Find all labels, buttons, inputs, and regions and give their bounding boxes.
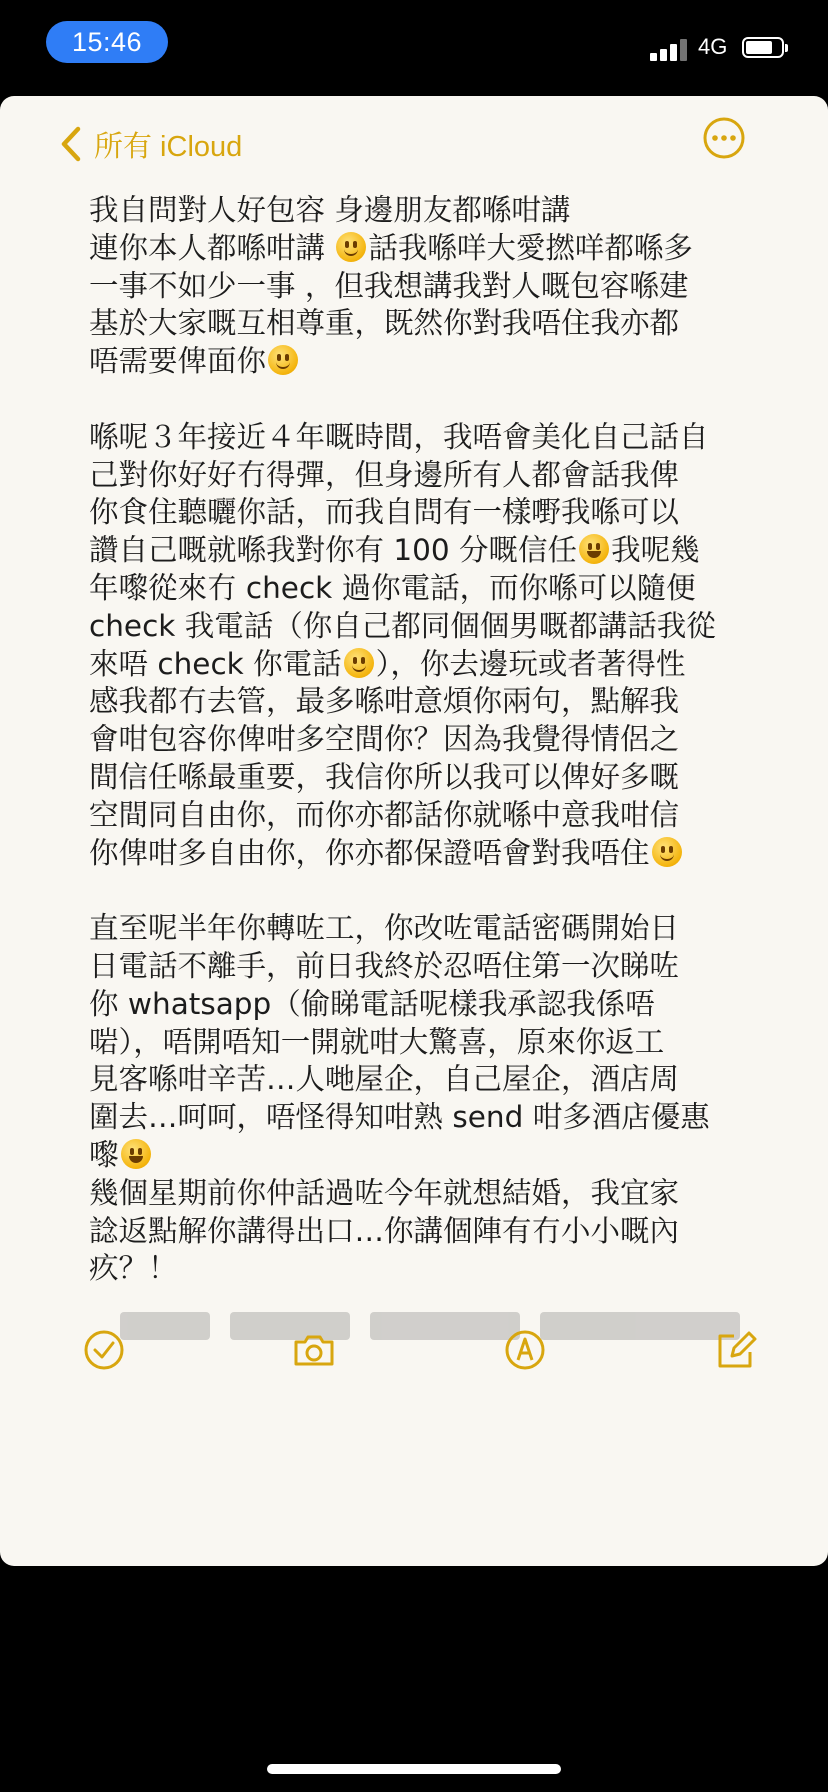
smiling-face-emoji [344, 648, 374, 678]
note-line-text: 年嚟從來冇 check 過你電話，而你喺可以隨便 [89, 570, 696, 605]
note-line-text: 幾個星期前你仲話過咗今年就想結婚，我宜家 [89, 1175, 680, 1210]
note-line-text: 日電話不離手，前日我終於忍唔住第一次睇咗 [89, 948, 680, 983]
cellular-signal-icon [650, 39, 690, 61]
note-line-text: 連你本人都喺咁講 [89, 230, 335, 265]
note-line [89, 646, 779, 684]
note-line-text: 會咁包容你俾咁多空間你？因為我覺得情侶之 [89, 722, 680, 757]
blank-line [89, 872, 779, 910]
note-line [89, 835, 779, 873]
note-line-text: 啱），唔開唔知一開就咁大驚喜，原來你返工 [89, 1024, 665, 1059]
note-line-text: 我自問對人好包容 身邊朋友都喺咁講 [89, 193, 571, 227]
note-line-text: 你俾咁多自由你，你亦都保證唔會對我唔住 [89, 835, 650, 870]
note-line-text: 嚟 [89, 1137, 119, 1172]
note-line-text: 己對你好好冇得彈，但身邊所有人都會話我俾 [89, 457, 680, 492]
note-line [89, 305, 779, 343]
smiling-face-emoji [336, 232, 366, 262]
chevron-left-icon [56, 124, 86, 164]
note-line-text: 圍去…呵呵，唔怪得知咁熟 send 咁多酒店優惠 [89, 1100, 710, 1135]
note-line [89, 494, 779, 532]
markup-pen-icon[interactable] [501, 1326, 549, 1374]
note-line-text: 見客喺咁辛苦…人哋屋企，自己屋企，酒店周 [89, 1062, 680, 1097]
note-line [89, 457, 779, 495]
note-line-text: check 我電話（你自己都同個個男嘅都講話我從 [89, 608, 716, 643]
note-line [89, 570, 779, 608]
blank-line [89, 381, 779, 419]
grinning-face-emoji [579, 534, 609, 564]
note-line [89, 910, 779, 948]
grinning-face-emoji [121, 1139, 151, 1169]
note-line-text: 話我喺咩大愛撚咩都喺多 [368, 230, 693, 265]
note-line-text: 疚？！ [89, 1251, 178, 1286]
note-line [89, 1175, 779, 1213]
note-line [89, 1024, 779, 1062]
back-label: 所有 iCloud [94, 130, 243, 163]
smiling-face-emoji [268, 345, 298, 375]
note-line [89, 419, 779, 457]
note-line [89, 1213, 779, 1251]
checklist-icon[interactable] [80, 1326, 128, 1374]
note-line [89, 986, 779, 1024]
note-card [0, 96, 828, 1566]
note-line [89, 1250, 779, 1288]
note-line-text: 我呢幾 [611, 533, 700, 568]
note-line-text: 直至呢半年你轉咗工，你改咗電話密碼開始日 [89, 911, 680, 946]
note-line [89, 268, 779, 306]
back-button[interactable] [56, 120, 242, 168]
bottom-toolbar [0, 1326, 828, 1396]
note-line-text: 你食住聽曬你話，而我自問有一樣嘢我喺可以 [89, 495, 680, 530]
note-line-text: 間信任喺最重要，我信你所以我可以俾好多嘅 [89, 759, 680, 794]
smiling-face-emoji [652, 837, 682, 867]
note-line [89, 759, 779, 797]
note-line-text: 唔需要俾面你 [89, 344, 267, 379]
status-time: 15:46 [46, 21, 168, 63]
ellipsis-circle-icon[interactable] [702, 116, 746, 160]
note-line [89, 721, 779, 759]
note-line [89, 797, 779, 835]
note-line-text: 諗返點解你講得出口…你講個陣有冇小小嘅內 [89, 1213, 680, 1248]
note-line-text: 來唔 check 你電話 [89, 646, 342, 681]
battery-icon [742, 37, 784, 58]
note-line [89, 532, 779, 570]
note-line [89, 1137, 779, 1175]
note-line [89, 343, 779, 381]
note-line [89, 608, 779, 646]
compose-icon[interactable] [712, 1326, 760, 1374]
home-indicator [267, 1764, 561, 1774]
note-line-text: 一事不如少一事 ，但我想講我對人嘅包容喺建 [89, 268, 689, 303]
note-line-text: 空間同自由你，而你亦都話你就喺中意我咁信 [89, 797, 680, 832]
camera-icon[interactable] [290, 1326, 338, 1374]
note-line [89, 192, 779, 230]
status-bar [0, 0, 828, 90]
note-line [89, 230, 779, 268]
note-line-text: 基於大家嘅互相尊重，既然你對我唔住我亦都 [89, 306, 680, 341]
note-line [89, 1099, 779, 1137]
note-line [89, 948, 779, 986]
note-line-text: 喺呢３年接近４年嘅時間，我唔會美化自己話自 [89, 419, 709, 454]
note-line-text: ），你去邊玩或者著得性 [375, 646, 686, 681]
note-text[interactable] [89, 192, 779, 1288]
network-type: 4G [698, 34, 728, 59]
note-line [89, 1061, 779, 1099]
note-line-text: 你 whatsapp（偷睇電話呢樣我承認我係唔 [89, 986, 655, 1021]
note-line [89, 683, 779, 721]
note-line-text: 感我都冇去管，最多喺咁意煩你兩句，點解我 [89, 684, 680, 719]
note-line-text: 讚自己嘅就喺我對你有 100 分嘅信任 [89, 533, 578, 568]
